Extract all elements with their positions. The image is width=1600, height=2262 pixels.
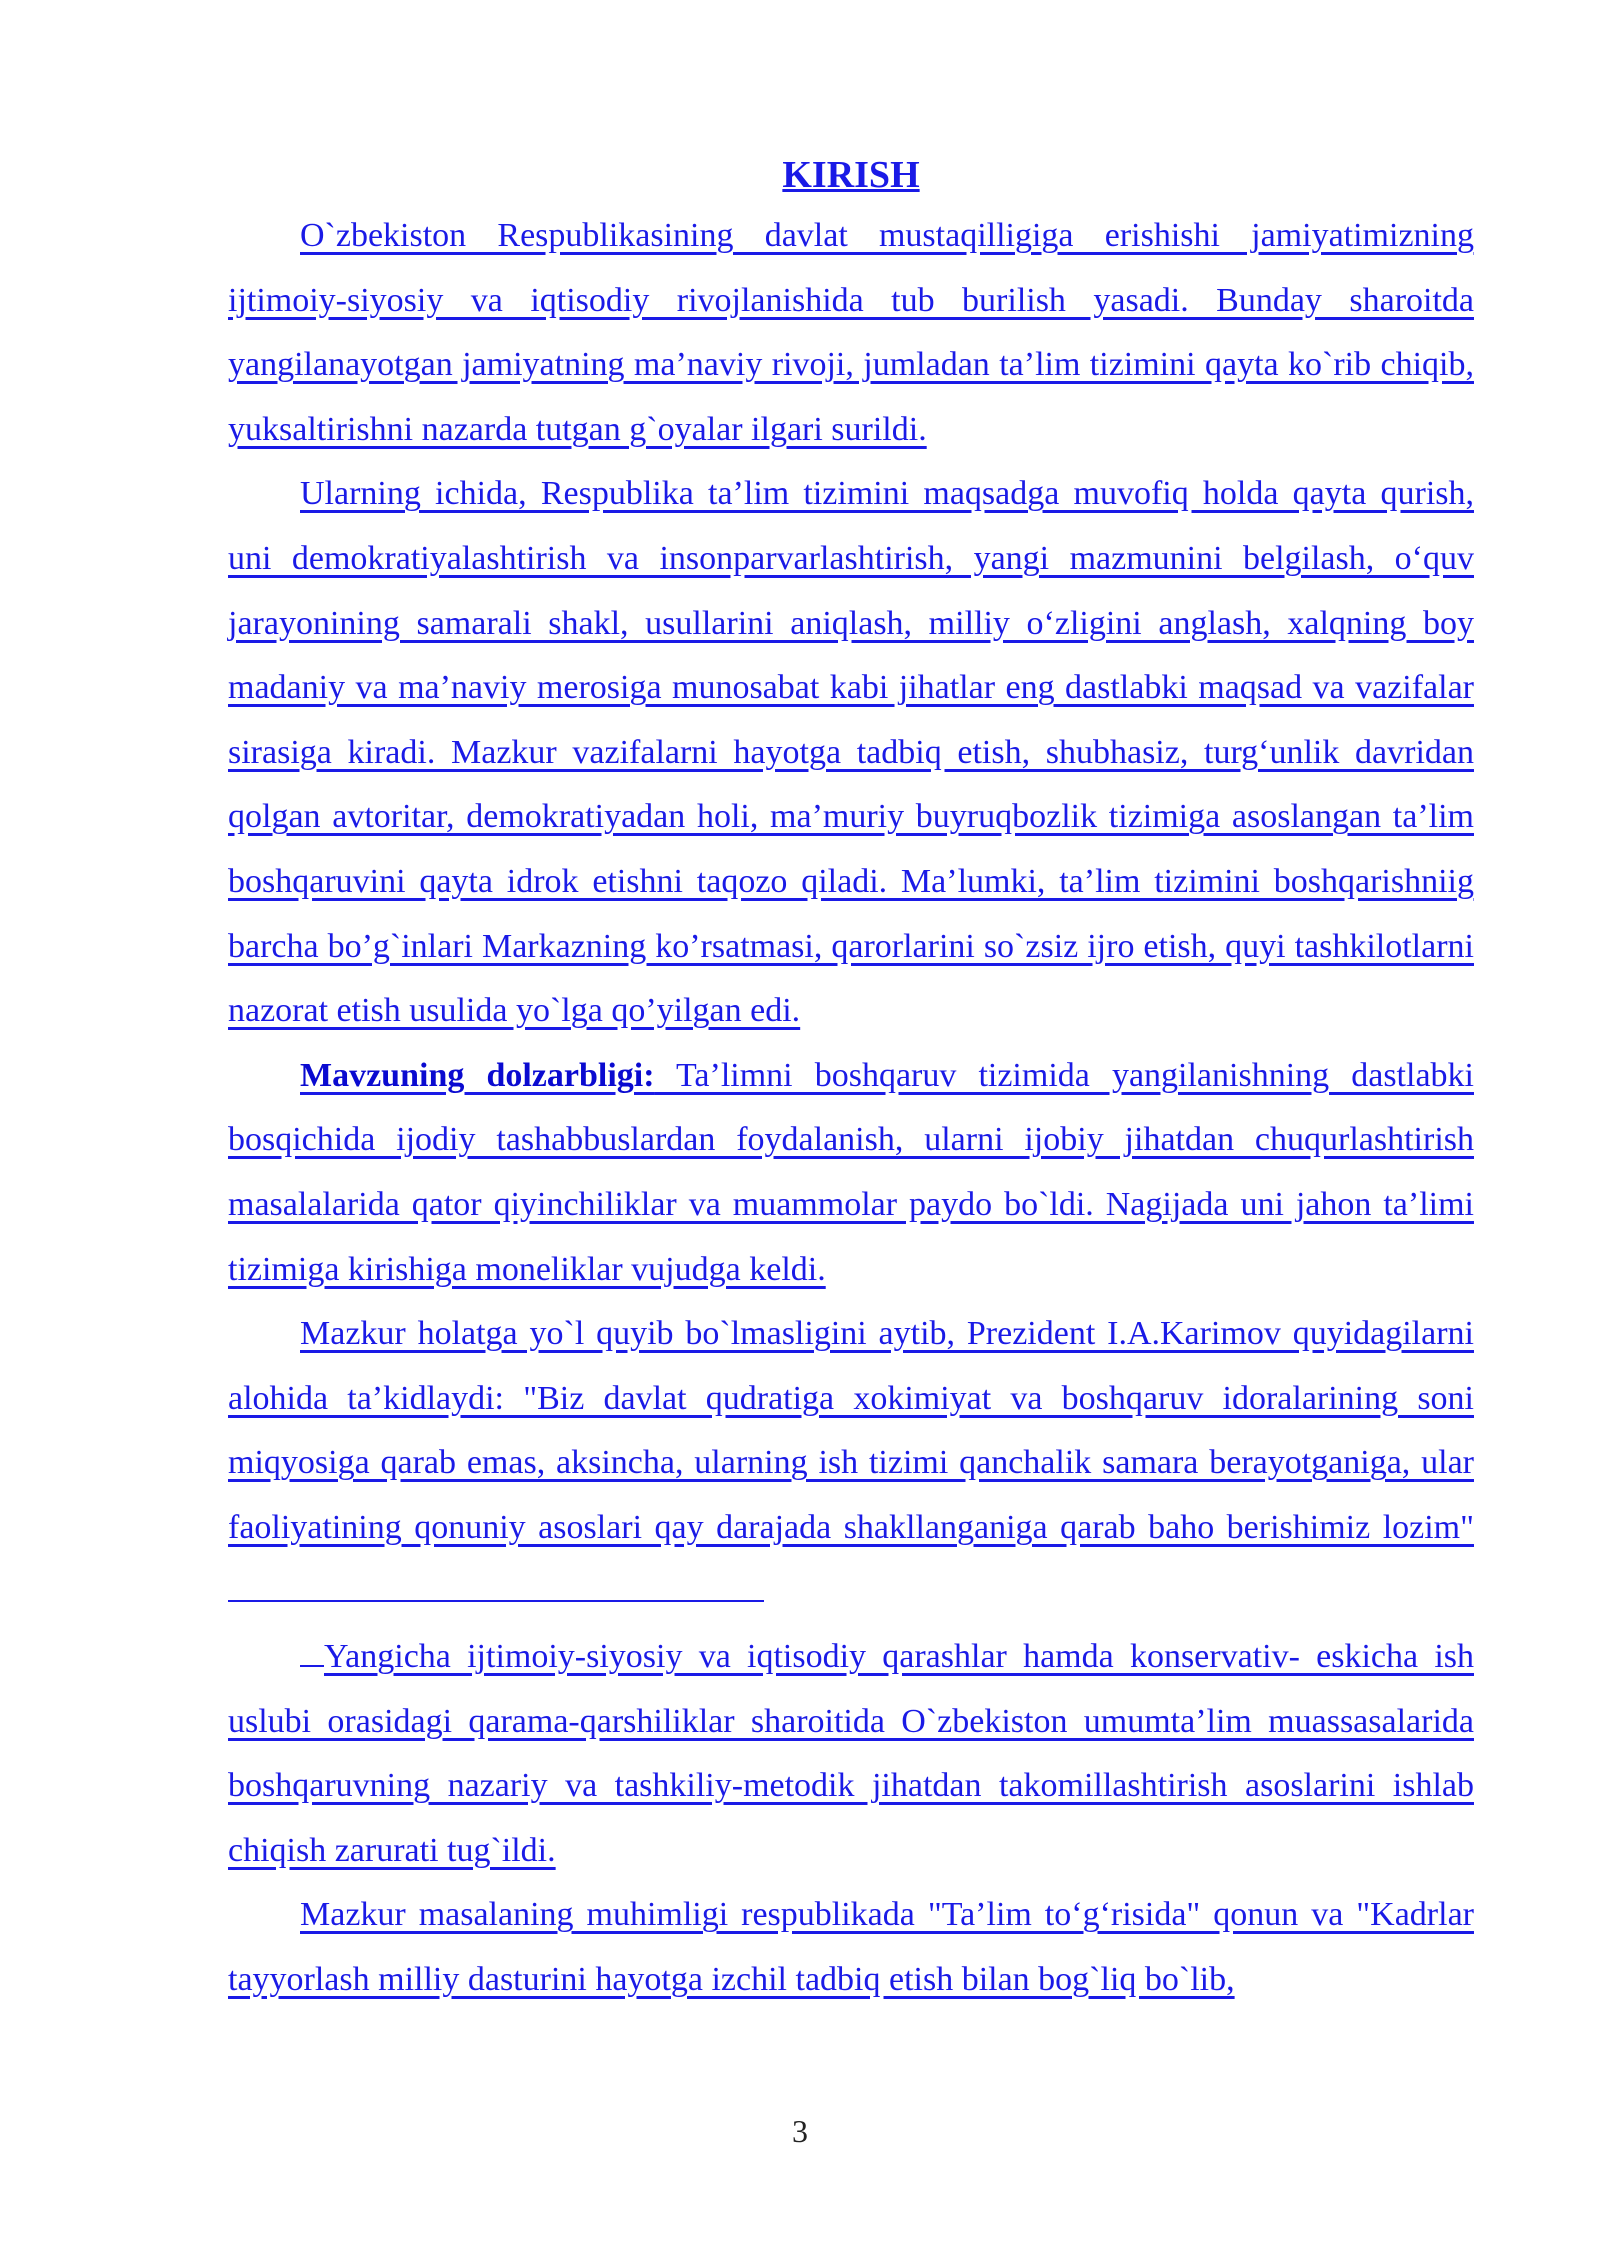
paragraph-5 [228,1625,1474,1883]
paragraph-6-text: Mazkur masalaning muhimligi respublikada "Ta’lim to‘g‘risida" qonun va "Kadrlar tayyorlash milliy dasturini hayotga izchil tadbiq etish bilan bog`liq bo`lib, [228,1896,1474,1999]
page-number: 3 [792,2113,808,2149]
paragraph-2 [228,462,1474,1043]
paragraph-4-text: Mazkur holatga yo`l quyib bo`lmasligini aytib, Prezident I.A.Karimov quyidagilarni alohida ta’kidlaydi: "Biz davlat qudratiga xokimiyat va boshqaruv idoralarining soni miqyosiga qarab emas, aksincha, ularning ish tizimi qanchalik samara berayotganiga, ular faoliyatining qonuniy asoslari qay darajada shakllanganiga qarab baho berishimiz lozim" [228,1315,1474,1546]
document-body [228,148,1474,2013]
paragraph-1 [228,204,1474,462]
paragraph-6 [228,1883,1474,2012]
paragraph-3-text: Ta’limni boshqaruv tizimida yangilanishning dastlabki bosqichida ijodiy tashabbuslardan foydalanish, ularni ijobiy jihatdan chuqurlashtirish masalalarida qator qiyinchiliklar va muammolar paydo bo`ldi. Nagijada uni jahon ta’limi tizimiga kirishiga moneliklar vujudga keldi. [228,1056,1474,1288]
paragraph-4 [228,1302,1474,1625]
section-title: KIRISH [782,154,920,196]
paragraph-1-text: O`zbekiston Respublikasining davlat mustaqilligiga erishishi jamiyatimizning ijtimoiy-siyosiy va iqtisodiy rivojlanishida tub burilish yasadi. Bunday sharoitda yangilanayotgan jamiyatning ma’naviy rivoji, jumladan ta’lim tizimini qayta ko`rib chiqib, yuksaltirishni nazarda tutgan g`oyalar ilgari surildi. [228,217,1474,448]
paragraph-3 [228,1044,1474,1302]
paragraph-3-lead: Mavzuning dolzarbligi: [300,1056,655,1094]
underline-indent [300,1665,324,1667]
underline-fill [228,1599,764,1602]
paragraph-5-text: Yangicha ijtimoiy-siyosiy va iqtisodiy qarashlar hamda konservativ- eskicha ish uslubi orasidagi qarama-qarshiliklar sharoitida O`zbekiston umumta’lim muassasalarida boshqaruvning nazariy va tashkiliy-metodik jihatdan takomillashtirish asoslarini ishlab chiqish zarurati tug`ildi. [228,1638,1474,1869]
paragraph-2-text: Ularning ichida, Respublika ta’lim tizimini maqsadga muvofiq holda qayta qurish, uni demokratiyalashtirish va insonparvarlashtirish, yangi mazmunini belgilash, o‘quv jarayonining samarali shakl, usullarini aniqlash, milliy o‘zligini anglash, xalqning boy madaniy va ma’naviy merosiga munosabat kabi jihatlar eng dastlabki maqsad va vazifalar sirasiga kiradi. Mazkur vazifalarni hayotga tadbiq etish, shubhasiz, turg‘unlik davridan qolgan avtoritar, demokratiyadan holi, ma’muriy buyruqbozlik tizimiga asoslangan ta’lim boshqaruvini qayta idrok etishni taqozo qiladi. Ma’lumki, ta’lim tizimini boshqarishniig barcha bo’g`inlari Markazning ko’rsatmasi, qarorlarini so`zsiz ijro etish, quyi tashkilotlarni nazorat etish usulida yo`lga qo’yilgan edi. [228,475,1474,1030]
